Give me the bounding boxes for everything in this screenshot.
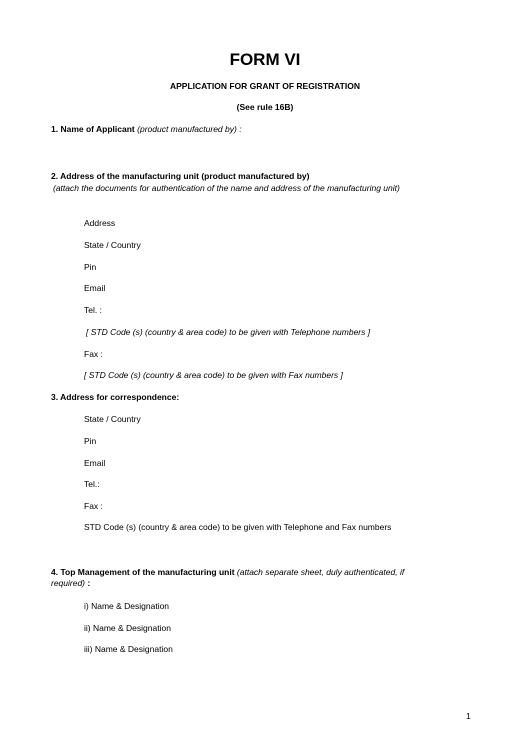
section4-heading xyxy=(51,567,404,577)
section3-fax-label: Fax : xyxy=(84,501,103,511)
section3-email-label: Email xyxy=(84,458,106,468)
section2-note: (attach the documents for authentication of the name and address of the manufacturing unit) xyxy=(53,183,400,193)
form-rule-reference: (See rule 16B) xyxy=(236,102,294,112)
section3-state-label: State / Country xyxy=(84,414,141,424)
section4-item-3: iii) Name & Designation xyxy=(84,644,173,654)
section2-tel-label: Tel. : xyxy=(84,305,102,315)
section1-note: (product manufactured by) : xyxy=(137,124,242,134)
section2-email-label: Email xyxy=(84,283,106,293)
section2-heading: 2. Address of the manufacturing unit (product manufactured by) xyxy=(51,171,310,181)
section2-address-label: Address xyxy=(84,218,116,228)
form-subtitle: APPLICATION FOR GRANT OF REGISTRATION xyxy=(170,81,360,91)
section4-note-line1: (attach separate sheet, duly authenticated, if xyxy=(236,567,405,577)
section4-label: 4. Top Management of the manufacturing unit xyxy=(51,567,235,577)
section1-heading xyxy=(51,124,242,134)
section3-heading: 3. Address for correspondence: xyxy=(51,392,180,402)
section4-heading-continued xyxy=(51,578,90,588)
section4-colon: : xyxy=(87,578,91,588)
section2-std-fax-note: [ STD Code (s) (country & area code) to be given with Fax numbers ] xyxy=(84,370,343,380)
section3-tel-label: Tel.: xyxy=(84,479,100,489)
section3-std-note: STD Code (s) (country & area code) to be given with Telephone and Fax numbers xyxy=(84,522,392,532)
section4-item-2: ii) Name & Designation xyxy=(84,623,171,633)
section3-pin-label: Pin xyxy=(84,436,97,446)
section4-item-1: i) Name & Designation xyxy=(84,601,170,611)
section4-note-line2: required) xyxy=(51,578,86,588)
section2-pin-label: Pin xyxy=(84,262,97,272)
section2-state-label: State / Country xyxy=(84,240,141,250)
section2-std-tel-note: [ STD Code (s) (country & area code) to be given with Telephone numbers ] xyxy=(86,327,371,337)
section2-fax-label: Fax : xyxy=(84,349,103,359)
page-number: 1 xyxy=(466,711,471,721)
section1-label: 1. Name of Applicant xyxy=(51,124,135,134)
form-title: FORM VI xyxy=(229,50,301,69)
